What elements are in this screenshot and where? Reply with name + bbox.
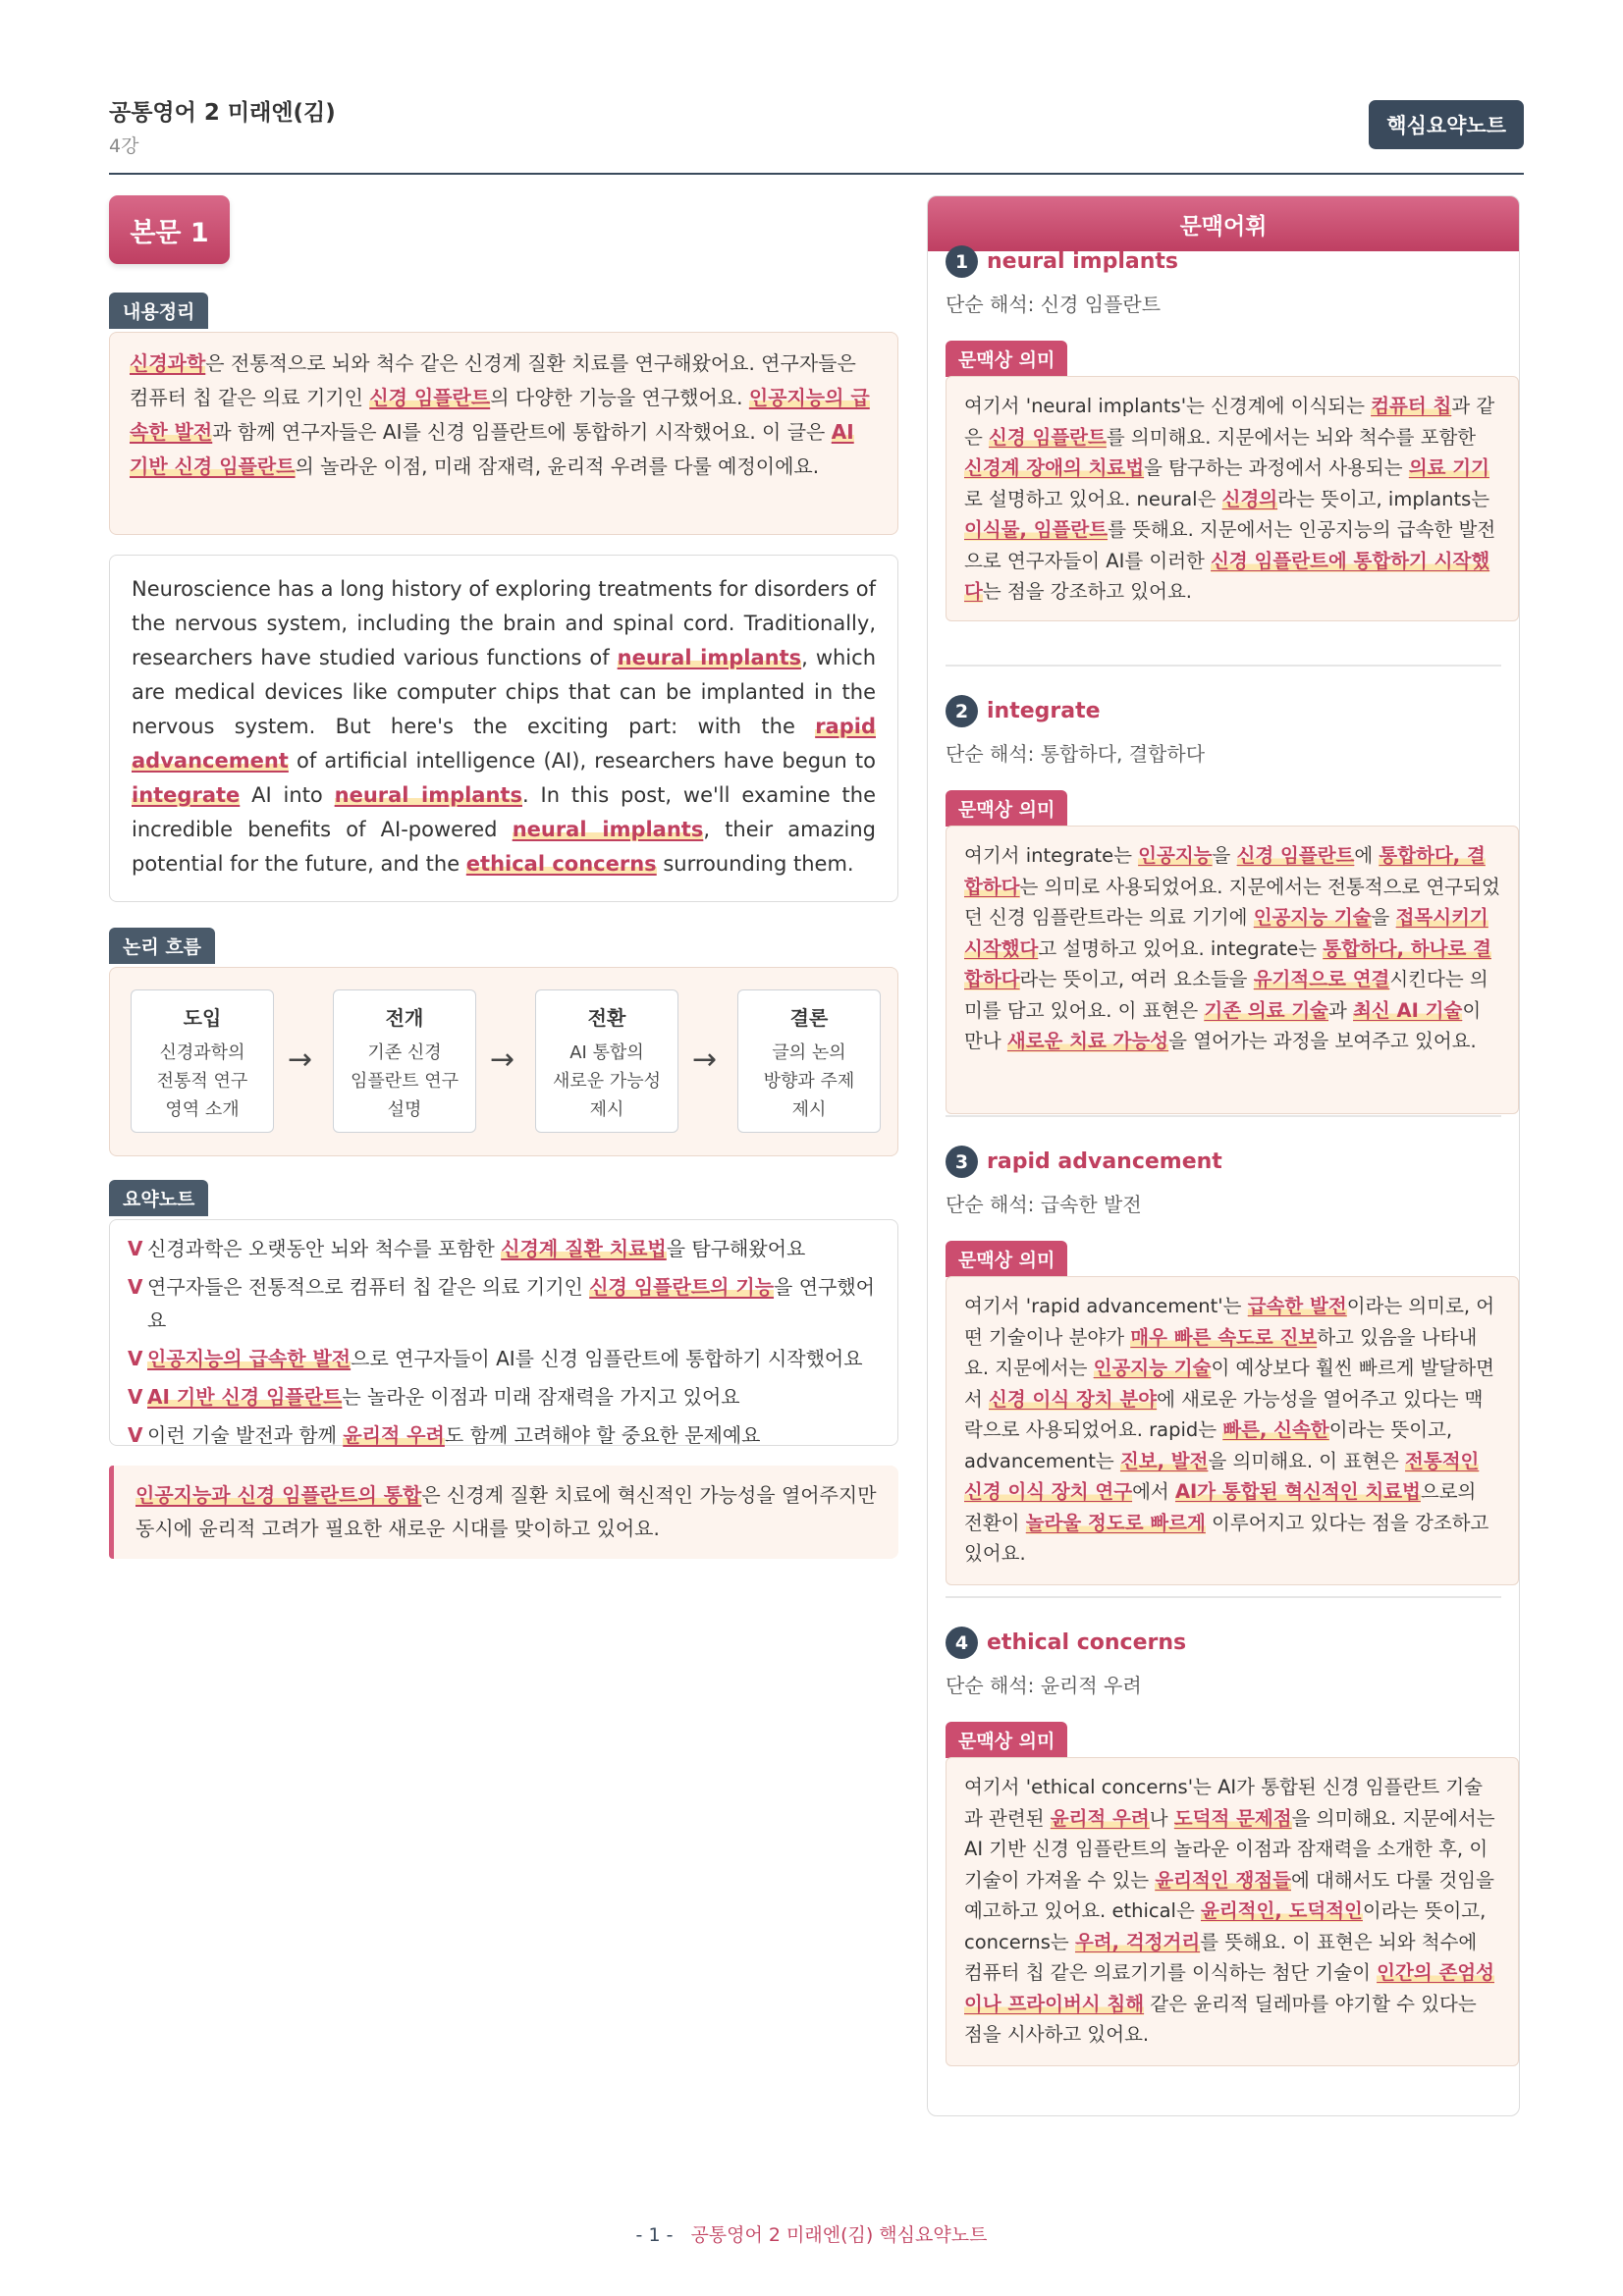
text-segment: AI into <box>240 783 335 807</box>
summary-label: 내용정리 <box>109 293 208 329</box>
highlighted-term: 신경 이식 장치 분야 <box>989 1387 1158 1411</box>
summary-note-item <box>128 1342 880 1375</box>
text-segment: Neuroscience has a long history of exploring treatments for disorders of the nervous system, including the brain and spinal cord. Traditionally, researchers have studied various functions of <box>132 577 876 669</box>
simple-value: 신경 임플란트 <box>1040 293 1162 316</box>
highlighted-term: AI 기반 신경 임플란트 <box>130 420 854 478</box>
flow-desc-line: 설명 <box>387 1099 422 1120</box>
logic-flow <box>109 967 898 1156</box>
flow-step-title: 전환 <box>587 1006 626 1030</box>
text-segment: 여기서 'rapid advancement'는 <box>964 1295 1248 1317</box>
check-icon: V <box>128 1237 143 1260</box>
highlighted-term: integrate <box>132 783 241 807</box>
flow-step-title: 전개 <box>385 1006 424 1030</box>
vocab-word: neural implants <box>987 249 1179 274</box>
highlighted-term: 놀라울 정도로 빠르게 <box>1025 1511 1206 1534</box>
text-segment: 에 대해서도 다룰 것임을 예고하고 있어요. ethical은 <box>964 1868 1494 1922</box>
text-segment: 의 다양한 기능을 연구했어요. <box>490 386 749 409</box>
flow-step-desc <box>334 1039 475 1124</box>
highlighted-term: 매우 빠른 속도로 진보 <box>1130 1325 1318 1349</box>
text-segment: of artificial intelligence (AI), researchers have begun to <box>288 749 876 773</box>
text-segment: 이 예상보다 훨씬 빠르게 발달하면서 <box>964 1357 1494 1411</box>
note-text <box>147 1385 740 1409</box>
highlighted-term: ethical concerns <box>465 852 657 876</box>
highlighted-term: 우려, 걱정거리 <box>1074 1930 1201 1953</box>
flow-step-title: 결론 <box>789 1006 829 1030</box>
flow-desc-line: 기존 신경 <box>367 1042 442 1063</box>
highlighted-term: 기존 의료 기술 <box>1204 998 1329 1022</box>
vocab-heading: 문맥어휘 <box>928 196 1519 251</box>
text-segment: 으로의 전환이 <box>964 1480 1477 1534</box>
flow-desc-line: 방향과 주제 <box>763 1071 855 1092</box>
highlighted-term: 신경계 질환 치료법 <box>501 1237 667 1260</box>
highlighted-term: 윤리적인, 도덕적인 <box>1201 1899 1363 1922</box>
highlighted-term: 신경 임플란트 <box>369 386 491 409</box>
simple-value: 급속한 발전 <box>1040 1193 1142 1216</box>
summary-box <box>109 332 898 535</box>
highlighted-term: 급속한 발전 <box>1247 1295 1347 1317</box>
highlighted-term: 인공지능의 급속한 발전 <box>147 1347 352 1370</box>
text-segment: , their amazing potential for the future, and the <box>132 818 876 876</box>
note-text <box>147 1275 875 1332</box>
text-segment: 을 연구했어요 <box>147 1275 876 1332</box>
flow-desc-line: 글의 논의 <box>772 1042 846 1063</box>
text-segment: 과 <box>1328 998 1354 1022</box>
text-segment: 이루어지고 있다는 점을 강조하고 있어요. <box>964 1511 1489 1565</box>
highlighted-term: neural implants <box>512 818 704 841</box>
text-segment: 여기서 integrate는 <box>964 844 1139 867</box>
text-segment: 을 의미해요. 이 표현은 <box>1208 1449 1406 1472</box>
page-footer <box>0 2220 1623 2247</box>
highlighted-term: neural implants <box>617 646 802 669</box>
vocab-word: ethical concerns <box>987 1630 1187 1655</box>
vocab-number-badge: 4 <box>946 1627 978 1659</box>
highlighted-term: 의료 기기 <box>1408 456 1489 479</box>
highlighted-term: 신경계 장애의 치료법 <box>964 456 1145 479</box>
highlighted-term: 신경 임플란트에 통합하기 시작했다 <box>964 549 1490 603</box>
highlighted-term: 컴퓨터 칩 <box>1371 395 1452 417</box>
highlighted-term: 진보, 발전 <box>1119 1449 1209 1472</box>
footer-text: 공통영어 2 미래엔(김) 핵심요약노트 <box>690 2224 988 2246</box>
flow-label: 논리 흐름 <box>109 928 215 964</box>
flow-desc-line: AI 통합의 <box>569 1042 644 1063</box>
context-meaning-label: 문맥상 의미 <box>946 1722 1067 1758</box>
summary-note-item <box>128 1270 880 1337</box>
section-tag: 본문 1 <box>109 195 230 264</box>
page-header <box>109 94 1524 175</box>
text-segment: 이런 기술 발전과 함께 <box>147 1423 344 1447</box>
lesson-number: 4강 <box>109 135 139 157</box>
vocab-number-badge: 1 <box>946 245 978 278</box>
text-segment: 에서 <box>1132 1480 1175 1503</box>
divider <box>946 1596 1501 1598</box>
check-icon: V <box>128 1275 143 1299</box>
highlighted-term: 신경과학 <box>130 351 206 375</box>
highlighted-term: 윤리적 우려 <box>343 1423 445 1447</box>
highlighted-term: 신경 임플란트의 기능 <box>589 1275 775 1299</box>
text-segment: 를 뜻해요. 이 표현은 뇌와 척수에 컴퓨터 칩 같은 의료기기를 이식하는 첨단 기술이 <box>964 1930 1478 1984</box>
highlighted-term: neural implants <box>334 783 522 807</box>
simple-value: 통합하다, 결합하다 <box>1040 742 1206 766</box>
highlighted-term: 인공지능의 급속한 발전 <box>130 386 870 444</box>
highlighted-term: 인공지능 기술 <box>1253 906 1372 929</box>
text-segment: 을 탐구해왔어요 <box>666 1237 806 1260</box>
text-segment: 은 전통적으로 뇌와 척수 같은 신경계 질환 치료를 연구해왔어요. 연구자들은 컴퓨터 칩 같은 의료 기기인 <box>130 351 856 409</box>
text-segment: 도 함께 고려해야 할 중요한 문제예요 <box>444 1423 761 1447</box>
text-segment: 라는 뜻이고, 여러 요소들을 <box>1019 968 1254 990</box>
flow-step-desc <box>536 1039 677 1124</box>
arrow-right-icon: → <box>490 1042 515 1077</box>
highlighted-term: 빠른, 신속한 <box>1222 1418 1329 1441</box>
passage-box <box>109 555 898 902</box>
flow-step-intro <box>131 989 274 1133</box>
text-segment: 에 새로운 가능성을 열어주고 있다는 맥락으로 사용되었어요. rapid는 <box>964 1387 1484 1441</box>
text-segment: 라는 뜻이고, implants는 <box>1277 487 1490 510</box>
flow-desc-line: 제시 <box>589 1099 624 1120</box>
text-segment: 을 의미해요. 지문에서는 AI 기반 신경 임플란트의 놀라운 이점과 잠재력을 소개한 후, 이 기술이 가져올 수 있는 <box>964 1806 1495 1892</box>
flow-desc-line: 새로운 가능성 <box>552 1071 662 1092</box>
context-meaning-box <box>946 1276 1519 1585</box>
text-segment: 시킨다는 의미를 담고 있어요. 이 표현은 <box>964 968 1488 1022</box>
context-meaning-label: 문맥상 의미 <box>946 790 1067 827</box>
text-segment: 은 신경계 질환 치료에 혁신적인 가능성을 열어주지만 동시에 윤리적 고려가 필요한 새로운 시대를 맞이하고 있어요. <box>135 1483 877 1540</box>
text-segment: 로 설명하고 있어요. neural은 <box>964 487 1222 510</box>
text-segment: 는 점을 강조하고 있어요. <box>982 580 1193 603</box>
text-segment: 를 의미해요. 지문에서는 뇌와 척수를 포함한 <box>1106 425 1477 449</box>
note-text <box>147 1423 760 1447</box>
check-icon: V <box>128 1423 143 1447</box>
text-segment: 같은 윤리적 딜레마를 야기할 수 있다는 점을 시사하고 있어요. <box>964 1992 1477 2046</box>
highlighted-term: AI가 통합된 혁신적인 치료법 <box>1174 1480 1421 1503</box>
highlighted-term: 통합하다, 결합하다 <box>964 844 1486 898</box>
text-segment: 를 뜻해요. 지문에서는 인공지능의 급속한 발전으로 연구자들이 AI를 이러한 <box>964 518 1496 572</box>
text-segment: 에 <box>1354 844 1380 867</box>
context-meaning-label: 문맥상 의미 <box>946 341 1067 377</box>
highlighted-term: 전통적인 신경 이식 장치 연구 <box>964 1449 1480 1503</box>
flow-desc-line: 영역 소개 <box>165 1099 240 1120</box>
summary-note-item <box>128 1418 880 1452</box>
highlighted-term: 유기적으로 연결 <box>1253 968 1390 990</box>
highlighted-term: 이식물, 임플란트 <box>964 518 1109 541</box>
note-text <box>147 1237 805 1260</box>
highlighted-term: 신경의 <box>1221 487 1278 510</box>
course-title: 공통영어 2 미래엔(김) <box>109 100 336 126</box>
flow-desc-line: 임플란트 연구 <box>350 1071 460 1092</box>
conclusion-box <box>109 1466 898 1559</box>
highlighted-term: 인공지능 <box>1138 844 1213 867</box>
simple-prefix: 단순 해석: <box>946 1674 1041 1697</box>
flow-step-title: 도입 <box>183 1006 222 1030</box>
text-segment: 나 <box>1149 1806 1174 1830</box>
text-segment: 신경과학은 오랫동안 뇌와 척수를 포함한 <box>147 1237 502 1260</box>
simple-prefix: 단순 해석: <box>946 293 1041 316</box>
highlighted-term: 인공지능 기술 <box>1093 1357 1212 1379</box>
text-segment: 과 함께 연구자들은 AI를 신경 임플란트에 통합하기 시작했어요. 이 글은 <box>212 420 832 444</box>
highlighted-term: 신경 임플란트 <box>989 425 1107 449</box>
text-segment: 여기서 'neural implants'는 신경계에 이식되는 <box>964 395 1372 417</box>
text-segment: 으로 연구자들이 AI를 신경 임플란트에 통합하기 시작했어요 <box>351 1347 863 1370</box>
text-segment: 을 열어가는 과정을 보여주고 있어요. <box>1168 1030 1477 1052</box>
simple-value: 윤리적 우려 <box>1040 1674 1142 1697</box>
text-segment: 는 놀라운 이점과 미래 잠재력을 가지고 있어요 <box>342 1385 740 1409</box>
text-segment: 이라는 의미로, 어떤 기술이나 분야가 <box>964 1295 1495 1349</box>
page-number: - 1 - <box>635 2224 674 2246</box>
context-meaning-box <box>946 1757 1519 2066</box>
highlighted-term: 윤리적인 쟁점들 <box>1155 1868 1291 1892</box>
vocab-simple-meaning <box>946 1670 1142 1698</box>
flow-step-development <box>333 989 476 1133</box>
text-segment: 을 <box>1371 906 1396 929</box>
notes-label: 요약노트 <box>109 1180 208 1216</box>
context-meaning-box <box>946 376 1519 621</box>
note-text <box>147 1347 863 1370</box>
vocab-simple-meaning <box>946 289 1161 317</box>
highlighted-term: rapid advancement <box>132 715 876 773</box>
text-segment: 는 의미로 사용되었어요. 지문에서는 전통적으로 연구되었던 신경 임플란트라는 의료 기기에 <box>964 875 1500 929</box>
highlighted-term: 도덕적 문제점 <box>1173 1806 1292 1830</box>
divider <box>946 665 1501 667</box>
vocab-number-badge: 3 <box>946 1146 978 1178</box>
vocab-word: integrate <box>987 699 1101 723</box>
highlighted-term: 새로운 치료 가능성 <box>1006 1030 1169 1052</box>
vocab-simple-meaning <box>946 738 1205 767</box>
text-segment: , which are medical devices like computer chips that can be implanted in the nervous system. But here's the exciting part: with the <box>132 646 876 738</box>
check-icon: V <box>128 1385 143 1409</box>
arrow-right-icon: → <box>692 1042 718 1077</box>
arrow-right-icon: → <box>288 1042 313 1077</box>
highlighted-term: 윤리적 우려 <box>1050 1806 1150 1830</box>
vocab-word: rapid advancement <box>987 1149 1222 1174</box>
summary-notes <box>109 1219 898 1446</box>
flow-desc-line: 전통적 연구 <box>156 1071 248 1092</box>
flow-step-conclusion <box>737 989 881 1133</box>
highlighted-term: 인공지능과 신경 임플란트의 통합 <box>135 1483 422 1507</box>
text-segment: 연구자들은 전통적으로 컴퓨터 칩 같은 의료 기기인 <box>147 1275 590 1299</box>
text-segment: surrounding them. <box>656 852 854 876</box>
highlighted-term: AI 기반 신경 임플란트 <box>147 1385 343 1409</box>
simple-prefix: 단순 해석: <box>946 1193 1041 1216</box>
text-segment: 을 탐구하는 과정에서 사용되는 <box>1144 456 1409 479</box>
highlighted-term: 인간의 존엄성이나 프라이버시 침해 <box>964 1961 1494 2015</box>
text-segment: 고 설명하고 있어요. integrate는 <box>1038 936 1324 960</box>
context-meaning-box <box>946 826 1519 1114</box>
text-segment: 이 만나 <box>964 998 1482 1052</box>
vocab-number-badge: 2 <box>946 695 978 727</box>
flow-desc-line: 신경과학의 <box>159 1042 245 1063</box>
text-segment: . In this post, we'll examine the incredible benefits of AI-powered <box>132 783 877 841</box>
summary-note-item <box>128 1380 880 1414</box>
summary-note-item <box>128 1232 880 1265</box>
text-segment: 여기서 'ethical concerns'는 AI가 통합된 신경 임플란트 기술과 관련된 <box>964 1776 1484 1830</box>
text-segment: 의 놀라운 이점, 미래 잠재력, 윤리적 우려를 다룰 예정이에요. <box>295 454 820 478</box>
text-segment: 을 <box>1212 844 1237 867</box>
flow-step-desc <box>132 1039 273 1124</box>
highlighted-term: 통합하다, 하나로 결합하다 <box>964 936 1491 990</box>
vocab-simple-meaning <box>946 1189 1142 1217</box>
text-segment: 이라는 뜻이고, concerns는 <box>964 1899 1487 1953</box>
flow-step-desc <box>738 1039 880 1124</box>
note-type-badge: 핵심요약노트 <box>1369 100 1524 149</box>
text-segment: 이라는 뜻이고, advancement는 <box>964 1418 1453 1472</box>
check-icon: V <box>128 1347 143 1370</box>
context-meaning-label: 문맥상 의미 <box>946 1241 1067 1277</box>
highlighted-term: 최신 AI 기술 <box>1353 998 1463 1022</box>
simple-prefix: 단순 해석: <box>946 742 1041 766</box>
flow-desc-line: 제시 <box>791 1099 827 1120</box>
highlighted-term: 접목시키기 시작했다 <box>964 906 1488 960</box>
divider <box>946 1115 1501 1117</box>
vocab-panel <box>927 195 1520 2116</box>
flow-step-transition <box>535 989 678 1133</box>
highlighted-term: 신경 임플란트 <box>1236 844 1355 867</box>
text-segment: 하고 있음을 나타내요. 지문에서는 <box>964 1325 1478 1379</box>
text-segment: 과 같은 <box>964 395 1495 449</box>
